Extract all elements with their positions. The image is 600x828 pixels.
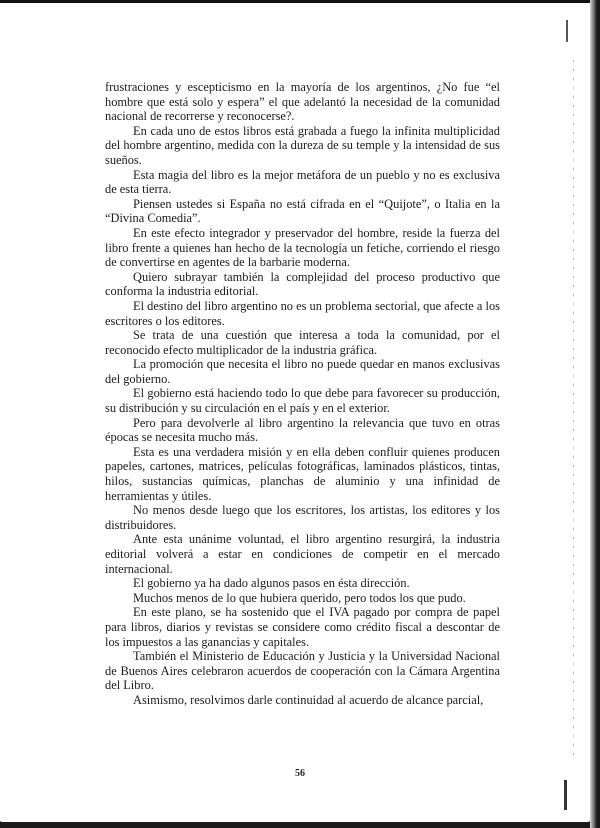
paragraph: El gobierno está haciendo todo lo que debe para favorecer su producción, su distribución y su circulación en el país y en el exterior.	[105, 386, 500, 416]
paragraph: En cada uno de estos libros está grabada a fuego la infinita multiplicidad del hombre argentino, medida con la dureza de su temple y la intensidad de sus sueños.	[105, 123, 500, 167]
paragraph: Asimismo, resolvimos darle continuidad al acuerdo de alcance parcial,	[133, 692, 484, 707]
paragraph: Esta es una verdadera misión y en ella deben confluir quienes producen papeles, cartones, matrices, películas fotográficas, laminados plásticos, tintas, hilos, sustancias químicas, planchas de aluminio y una infinidad de herramientas y útiles.	[105, 444, 500, 503]
paragraph: frustraciones y escepticismo en la mayoría de los argentinos, ¿No fue “el hombre que está solo y espera” el que adelantó la necesidad de la comunidad nacional de recorrerse y reconocerse?.	[105, 80, 500, 124]
scan-mark	[566, 20, 568, 42]
scan-border-top	[0, 0, 600, 3]
paragraph: También el Ministerio de Educación y Justicia y la Universidad Nacional de Buenos Aires celebraron acuerdos de cooperación con la Cámara Argentina del Libro.	[105, 649, 500, 693]
page-number: 56	[295, 768, 305, 779]
paragraph: Quiero subrayar también la complejidad del proceso productivo que conforma la industria editorial.	[105, 269, 500, 299]
paragraph: El gobierno ya ha dado algunos pasos en ésta dirección.	[133, 576, 410, 591]
paragraph: El destino del libro argentino no es un problema sectorial, que afecte a los escritores o los editores.	[105, 298, 500, 328]
scan-border-right	[590, 0, 600, 828]
paragraph: En este efecto integrador y preservador del hombre, reside la fuerza del libro frente a quienes han hecho de la tecnología un fetiche, corriendo el riesgo de convertirse en agentes de la barbarie moderna.	[105, 225, 500, 270]
paragraph: La promoción que necesita el libro no puede quedar en manos exclusivas del gobierno.	[105, 357, 500, 386]
paragraph: Piensen ustedes si España no está cifrada en el “Quijote”, o Italia en la “Divina Comedia”.	[105, 196, 500, 226]
scan-dotted-line	[573, 60, 574, 760]
paragraph: Se trata de una cuestión que interesa a toda la comunidad, por el reconocido efecto multiplicador de la industria gráfica.	[105, 328, 500, 357]
paragraph: Esta magia del libro es la mejor metáfora de un pueblo y no es exclusiva de esta tierra.	[105, 167, 500, 197]
body-text	[105, 80, 500, 708]
scan-mark	[564, 780, 567, 810]
paragraph: No menos desde luego que los escritores, los artistas, los editores y los distribuidores.	[105, 503, 500, 532]
paragraph: Pero para devolverle al libro argentino la relevancia que tuvo en otras épocas se necesita mucho más.	[105, 415, 500, 445]
paragraph: En este plano, se ha sostenido que el IVA pagado por compra de papel para libros, diarios y revistas se considere como crédito fiscal a descontar de los impuestos a las ganancias y capitales.	[105, 605, 500, 649]
paragraph: Ante esta unánime voluntad, el libro argentino resurgirá, la industria editorial volverá a estar en condiciones de competir en el mercado internacional.	[105, 532, 500, 576]
paragraph: Muchos menos de lo que hubiera querido, pero todos los que pudo.	[133, 590, 466, 605]
